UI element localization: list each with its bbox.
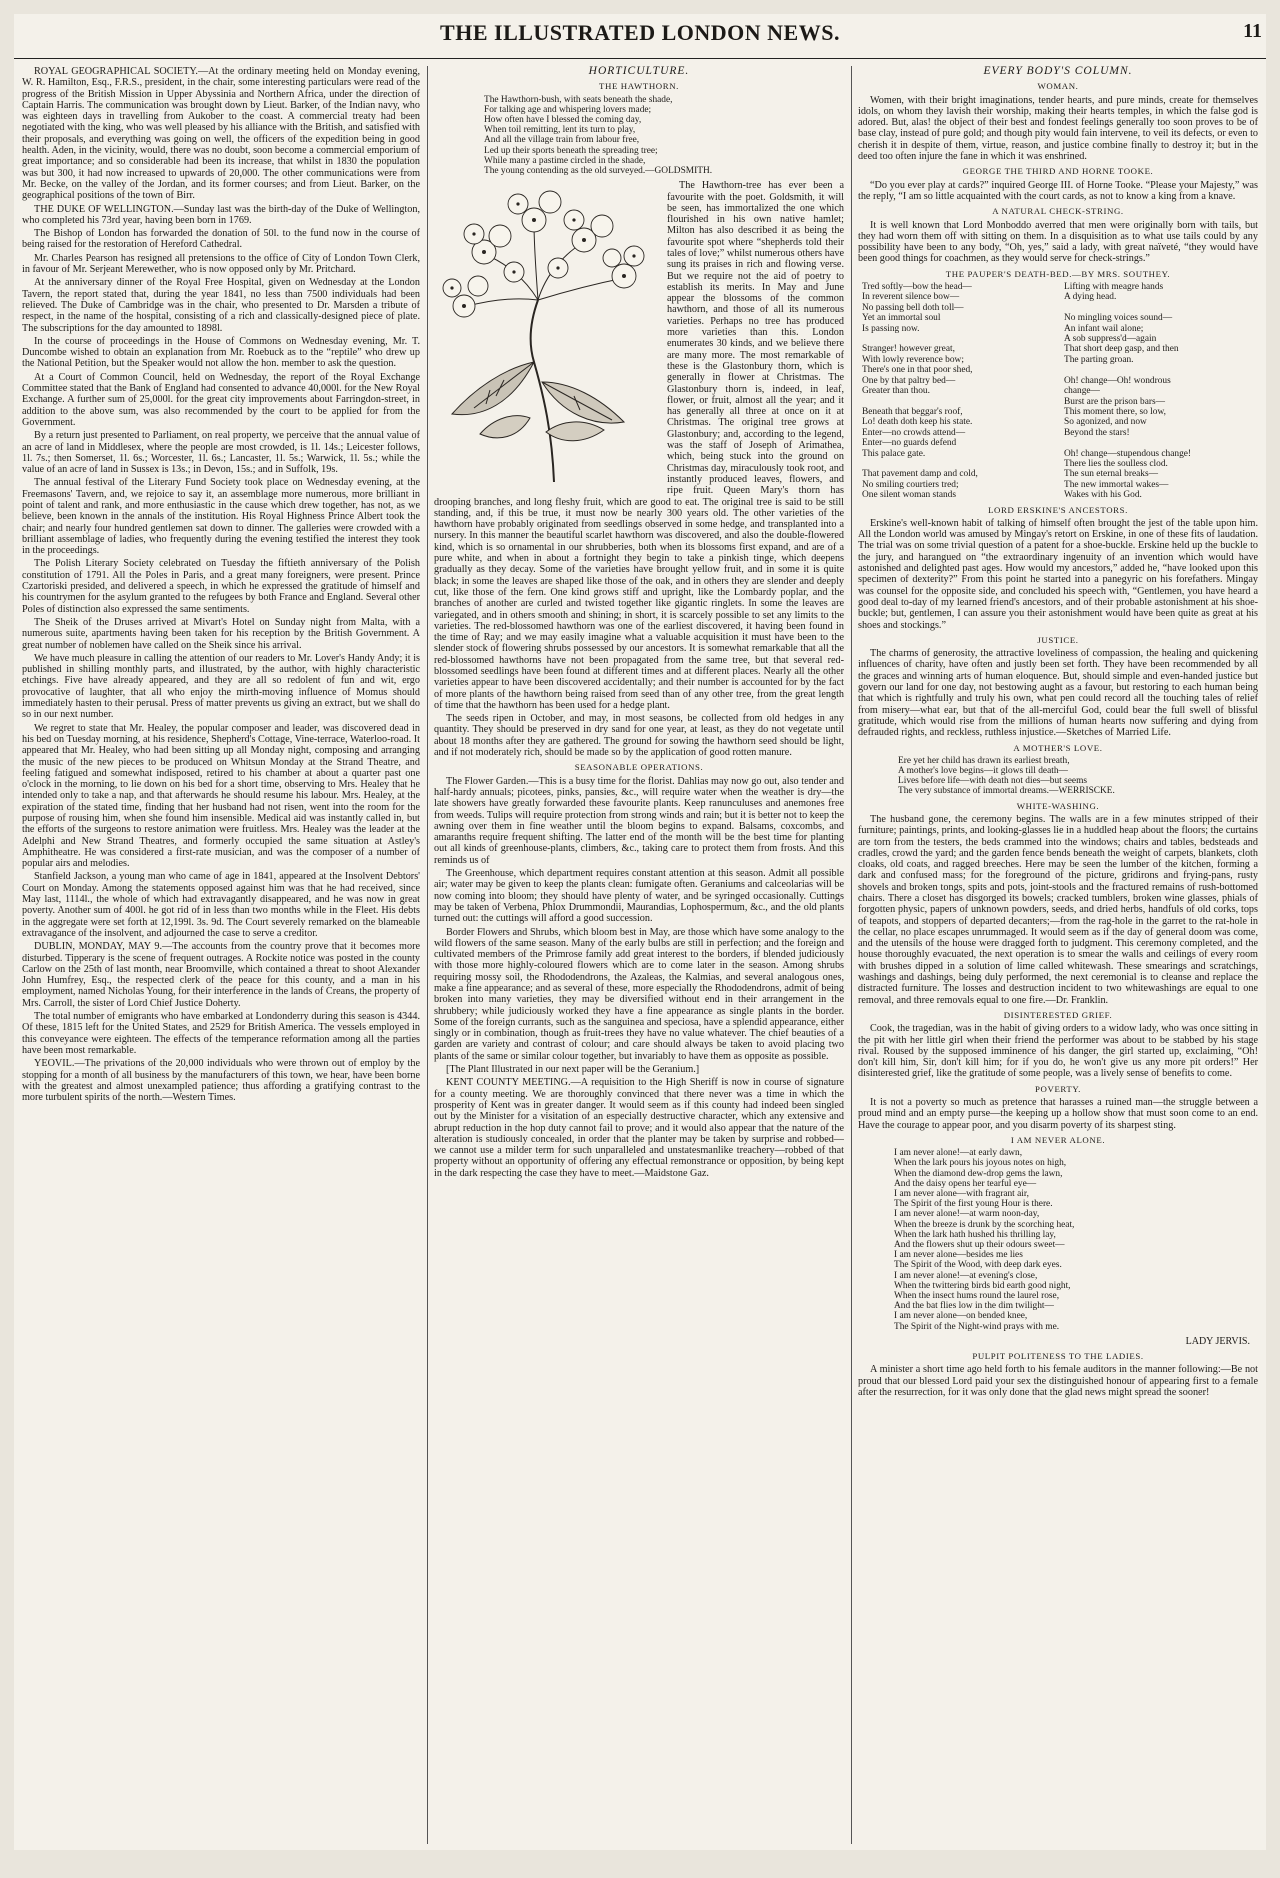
verse-line: I am never alone—with fragrant air, xyxy=(894,1189,1029,1200)
verse-line: The Spirit of the Night-wind prays with me. xyxy=(894,1321,1060,1332)
verse-line: Enter—no guards defend xyxy=(862,438,957,449)
article-paragraph: The Greenhouse, which department requires constant attention at this season. Admit all possible air; water may be given to keep the plants clean: fumigate often. Geraniums and calceolarias will be now coming into bloom; they should have plenty of water, and be syringed occasionally. Cuttings may be taken of Verbena, Phlox Drummondii, Maurandias, Lophospermum, &c., and the old plants turned out: the cuttings will afford a good succession. xyxy=(434,868,844,925)
article-text: Women, with their bright imaginations, tender hearts, and pure minds, create for themselves idols, on whom they lavish their worship, making their hearts temples, in which the false god is adored. But, alas! the object of their best and fondest feelings generally too soon proves to be of base clay, instead of pure gold; and though pity would fain intervene, to veil its defects, or even to cherish it in despite of them, virtue, reason, and justice combine finally to destroy it; but in the deed too often injure the fane in which it was enshrined. xyxy=(858,94,1258,163)
verse-line: I am never alone—besides me lies xyxy=(894,1250,1023,1261)
verse-line: A mother's love begins—it glows till death— xyxy=(898,766,1068,777)
verse-line xyxy=(862,459,1056,469)
article-heading: JUSTICE. xyxy=(1037,634,1079,645)
verse-line: The Spirit of the Wood, with deep dark eyes. xyxy=(894,1260,1062,1271)
verse-line: change— xyxy=(1064,386,1100,397)
verse-line: Enter—no crowds attend— xyxy=(862,427,966,438)
verse-line: When the lark hath hushed his thrilling lay, xyxy=(894,1229,1056,1240)
verse-line: This palace gate. xyxy=(862,448,926,459)
article-paragraph: Border Flowers and Shrubs, which bloom best in May, are those which have some analogy to the wild flowers of the same season. Many of the early bulbs are still in perfection; and the foreign and cultivated members of the Primrose family add great interest to the borders, if blended judiciously with those more highly-coloured flowers which are to come later in the season. Among shrubs requiring mossy soil, the Rhododendrons, the Azaleas, the Kalmias, and several analogous ones, make a fine appearance; and as several of these, more especially the Rhododendrons, admit of being broken into many varieties, they may be diversified without end in their arrangement in the shrubbery; while judiciously worked they have a fine appearance as single plants in the border. Some of the foreign currants, such as the sanguinea and speciosa, have a splendid appearance, either singly or in combination, though as fruit-trees they have no value whatever. The chief beauties of a garden are variety and contrast of colour; and care should always be taken to avoid placing two plants of the same or similar colour together, but invariably to have them as opposite as possible. xyxy=(434,926,844,1062)
verse-line: Oh! change—stupendous change! xyxy=(1064,448,1192,459)
verse-line: The new immortal wakes— xyxy=(1064,479,1169,490)
pauper-poem xyxy=(862,282,1258,501)
article-paragraph: The Sheik of the Druses arrived at Mivart's Hotel on Sunday night from Malta, with a numerous suite, apartments having been taken for his reception by the British Government. A great number of noblemen have called on the Sheik since his arrival. xyxy=(22,616,420,651)
article-heading: THE HAWTHORN. xyxy=(599,81,679,92)
verse-line: This moment there, so low, xyxy=(1064,406,1166,417)
verse-line: And the bat flies low in the dim twilight— xyxy=(894,1301,1054,1312)
article-paragraph: The seeds ripen in October, and may, in most seasons, be collected from old hedges in any quantity. They should be preserved in dry sand for one year, at least, as they do not vegetate until about 18 months after they are gathered. The ground for sowing the hawthorn seed should be light, and if not moderately rich, should be made so by the application of good rotten manure. xyxy=(434,713,844,759)
section-title: HORTICULTURE. xyxy=(588,66,690,77)
verse-line: The sun eternal breaks— xyxy=(1064,469,1158,480)
seasonal-operations xyxy=(434,776,844,1179)
verse-line: When the breeze is drunk by the scorching heat, xyxy=(894,1219,1075,1230)
article-heading: I AM NEVER ALONE. xyxy=(1010,1134,1106,1145)
verse-line: I am never alone!—at early dawn, xyxy=(894,1148,1023,1159)
article-heading: POVERTY. xyxy=(1035,1083,1081,1094)
verse-line: I am never alone!—at evening's close, xyxy=(894,1270,1038,1281)
article-text: The charms of generosity, the attractive loveliness of compassion, the healing and quickening influences of charity, have often and justly been set forth. They have been recommended by all the graces and winning arts of human eloquence. But, should simple and even-handed justice but govern our land for one day, not bestowing aught as a favour, but restoring to each human being that which is rightfully and truly his own, what pen could record all the touching tales of relief from misery—what ear, but that of the all-merciful God, could bear the full swell of blissful gratitude, which would rise from the millions of human hearts now suffering and dying from defrauded rights, and reckless, ruthless injustice.—Sketches of Married Life. xyxy=(858,648,1258,739)
verse-line xyxy=(1064,365,1258,375)
newspaper-title: THE ILLUSTRATED LONDON NEWS. xyxy=(440,20,840,45)
article-heading: SEASONABLE OPERATIONS. xyxy=(574,762,704,773)
hawthorn-illustration xyxy=(434,182,659,482)
poem-column xyxy=(1064,282,1258,501)
verse-line: A dying head. xyxy=(1064,292,1117,303)
article-heading: DISINTERESTED GRIEF. xyxy=(1003,1009,1113,1020)
verse-line: One by that paltry bed— xyxy=(862,375,956,386)
verse-line: Lifting with meagre hands xyxy=(1064,282,1164,293)
verse-line xyxy=(1064,438,1258,448)
mother-poem xyxy=(898,756,1258,797)
article-text: It is not a poverty so much as pretence that harasses a ruined man—the struggle between a proud mind and an empty purse—the keeping up a hollow show that must soon come to an end. Have the courage to appear poor, and you disarm poverty of its sharpest sting. xyxy=(858,1097,1258,1131)
newspaper-page xyxy=(14,14,1266,1850)
article-paragraph: YEOVIL.—The privations of the 20,000 individuals who were thrown out of employ by the stopping for a month of all business by the manufacturers of this town, we hear, have been borne with the greatest and almost unexampled patience; thus affording a gratifying contrast to the more turbulent spirits of the north.—Western Times. xyxy=(22,1058,420,1104)
verse-line: No mingling voices sound— xyxy=(1064,313,1173,324)
article-paragraph: Mr. Charles Pearson has resigned all pretensions to the office of City of London Town Clerk, in favour of Mr. Serjeant Merewether, who is now opposed only by Mr. Pritchard. xyxy=(22,252,420,276)
verse-line: Tred softly—bow the head— xyxy=(862,282,972,293)
never-alone-poem xyxy=(894,1148,1258,1332)
article-paragraph: At the anniversary dinner of the Royal Free Hospital, given on Wednesday at the London Tavern, the report stated that, during the year 1841, no less than 7500 individuals had been relieved. The Duke of Cambridge was in the chair, who presented to Dr. Marsden a tribute of respect, in the name of the hospital, consisting of a rich and classically-designed piece of plate. The subscriptions for the day amounted to 1898l. xyxy=(22,277,420,334)
verse-line: The young contending as the old surveyed.—GOLDSMITH. xyxy=(484,166,713,177)
article-paragraph: KENT COUNTY MEETING.—A requisition to the High Sheriff is now in course of signature for a county meeting. We are thoroughly convinced that there never was a time in which the prosperity of Kent was in greater danger. It would seem as if this county had indeed been singled out by the Minister for a visitation of an especially destructive character, which any extensive and abrupt reduction in the hop duty cannot fail to prove; and it would also appear that the nature of the alteration is studiously concealed, in order that the planter may be taken by surprise and robbed—we cannot use a milder term for such unparalleled and unstatesmanlike treachery—robbed of that property without an opportunity of offering any effectual remonstrance or opposition, by being kept in the dark respecting the case they have to meet.—Maidstone Gaz. xyxy=(434,1077,844,1179)
verse-line xyxy=(862,397,1056,407)
verse-line: So agonized, and now xyxy=(1064,417,1147,428)
article-paragraph: Stanfield Jackson, a young man who came of age in 1841, appeared at the Insolvent Debtors' Court on Monday. Among the statements opposed against him was that he had received, since May last, 1114l., the whole of which had extravagantly disappeared, and he was now in great poverty. Another sum of 400l. he got rid of in less than two months while in the Fleet. His debts in the aggregate were set forth at 12,199l. 3s. 9d. The Court severely remarked on the blameable extravagance of the insolvent, and adjourned the case to serve a creditor. xyxy=(22,871,420,939)
verse-line: The very substance of immortal dreams.—WERRISCKE. xyxy=(898,786,1115,797)
verse-line: I am never alone—on bended knee, xyxy=(894,1311,1028,1322)
article-heading: A NATURAL CHECK-STRING. xyxy=(992,206,1124,217)
article-paragraph: THE DUKE OF WELLINGTON.—Sunday last was the birth-day of the Duke of Wellington, who completed his 73rd year, having been born in 1769. xyxy=(22,203,420,226)
verse-line: Lo! death doth keep his state. xyxy=(862,417,973,428)
verse-line: When the insect hums round the laurel rose, xyxy=(894,1291,1060,1302)
verse-line: Greater than thou. xyxy=(862,386,930,397)
article-paragraph: The Flower Garden.—This is a busy time for the florist. Dahlias may now go out, also tender and half-hardy annuals; picotees, pinks, pansies, &c., will require water when the weather is dry—the late showers have greatly forwarded these favourite plants. Keep ranunculuses and anemones free from weeds. Tulips will require protection from strong winds and rain; but it is better not to keep the awning over them in fine weather until the bloom begins to expand. Balsams, coxcombs, and amaranths require frequent shifting. The latter end of the month will be the best time for planting out all kinds of greenhouse-plants, climbers, &c., taking care to protect them from frosts. And this reminds us of xyxy=(434,775,844,866)
article-paragraph: We have much pleasure in calling the attention of our readers to Mr. Lover's Handy Andy; it is published in shilling monthly parts, and illustrated, by the author, with highly characteristic etchings. Five have already appeared, and they are all so redolent of fun and wit, ergo provocative of laughter, that all who enjoy the mirth-moving influence of Momus should immediately hasten to their perusal. Press of matter prevents us giving an extract, but we shall do so in our next number. xyxy=(22,652,420,721)
verse-line: Oh! change—Oh! wondrous xyxy=(1064,375,1171,386)
article-heading: PULPIT POLITENESS TO THE LADIES. xyxy=(972,1351,1144,1362)
verse-line: Is passing now. xyxy=(862,323,920,334)
article-paragraph: By a return just presented to Parliament, on real property, we perceive that the annual value of an acre of land in Middlesex, where the people are most crowded, is 1l. 14s.; Leicester follows, 1l. 7s.; then Somerset, 1l. 6s.; Worcester, 1l. 6s.; Lancaster, 1l. 5s.; Warwick, 1l. 5s.; while the value of an acre of land in Sussex is 13s.; in Devon, 15s.; and in Suffolk, 19s. xyxy=(22,430,420,476)
verse-line: There's one in that poor shed, xyxy=(862,365,973,376)
verse-line: And the daisy opens her tearful eye— xyxy=(894,1178,1037,1189)
article-paragraph: The Polish Literary Society celebrated on Tuesday the fiftieth anniversary of the Polish constitution of 1791. All the Poles in Paris, and a great many foreigners, were present. Prince Czartoriski presided, and delivered a speech, in which he expressed the gratitude of himself and his countrymen for the asylum granted to the refugees by both France and England. Several other Poles of distinction also expressed the same sentiments. xyxy=(22,558,420,615)
article-heading: A MOTHER'S LOVE. xyxy=(1013,742,1103,753)
verse-line: One silent woman stands xyxy=(862,490,956,501)
article-text: A minister a short time ago held forth to his female auditors in the manner following:—Be not proud that our blessed Lord paid your sex the distinguished honour of appearing first to a female after the resurrection, for it was only done that the glad news might spread the sooner! xyxy=(858,1364,1258,1399)
verse-line: Led up their sports beneath the spreading tree; xyxy=(484,145,658,156)
article-text: The husband gone, the ceremony begins. The walls are in a few minutes stripped of their furniture; paintings, prints, and looking-glasses lie in a huddled heap about the floors; the curtains are torn from the testers, the beds crammed into the windows; chairs and tables, bedsteads and cradles, crowd the yard; and the garden fence bends beneath the weight of carpets, blankets, cloth cloaks, old coats, and ragged breeches. Here may be seen the lumber of the kitchen, forming a dark and confused mass; for the foreground of the picture, gridirons and frying-pans, rusty shovels and broken tongs, spits and pots, joint-stools and the fractured remains of rush-bottomed chairs. There a closet has disgorged its bowels; cracked tumblers, broken wine glasses, phials of forgotten physic, papers of unknown powders, seeds, and dried herbs, handfuls of old corks, tops of teapots, and stoppers of departed decanters;—from the rag-hole in the garret to the rat-hole in the cellar, no place escapes unrummaged. It would seem as if the day of general doom was come, and the utensils of the house were dragged forth to judgment. This ceremony completed, and the house thoroughly evacuated, the next operation is to smear the walls and ceilings of every room with brushes dipped in a solution of lime called whitewash. These smearings and scratchings, washings and dashings, being duly performed, the next ceremonial is to cleanse and replace the distracted furniture. The losses and destruction incident to two whitewashings are equal to one removal, and three removals equal to one fire.—Dr. Franklin. xyxy=(858,813,1258,1006)
article-paragraph: The annual festival of the Literary Fund Society took place on Wednesday evening, at the Freemasons' Tavern, and, we rejoice to say it, an assemblage more numerous, more brilliant in point of talent and rank, and more enthusiastic in the cause which drew together, has not, as we believe, been known in the annals of the institution. His Royal Highness Prince Albert took the chair; and nearly four hundred gentlemen sat down to dinner. The galleries were crowded with a brilliant assemblage of ladies, who frequently during the evening testified the interest they took in the proceedings. xyxy=(22,477,420,557)
everybody-column xyxy=(858,66,1258,1850)
columns xyxy=(14,66,1266,1850)
verse-line: No smiling courtiers tred; xyxy=(862,479,959,490)
article-heading: THE PAUPER'S DEATH-BED.—BY MRS. SOUTHEY. xyxy=(945,268,1171,279)
article-paragraph: In the course of proceedings in the House of Commons on Wednesday evening, Mr. T. Duncombe wished to obtain an explanation from Mr. Roebuck as to the “reptile” who drew up the National Petition, but the Speaker would not allow the hon. member to ask the question. xyxy=(22,335,420,370)
verse-line xyxy=(1064,303,1258,313)
verse-line: Yet an immortal soul xyxy=(862,313,941,324)
verse-line: The Hawthorn-bush, with seats beneath the shade, xyxy=(484,94,673,105)
verse-line: A sob suppress'd—again xyxy=(1064,334,1157,345)
section-title: EVERY BODY'S COLUMN. xyxy=(983,66,1133,77)
article-heading: LORD ERSKINE'S ANCESTORS. xyxy=(988,504,1128,515)
verse-line: The Spirit of the first young Hour is there. xyxy=(894,1199,1053,1210)
verse-line: Burst are the prison bars— xyxy=(1064,396,1166,407)
article-paragraph: [The Plant Illustrated in our next paper will be the Geranium.] xyxy=(446,1064,700,1076)
verse-line: When toil remitting, lent its turn to play, xyxy=(484,125,636,136)
verse-line: Beyond the stars! xyxy=(1064,427,1130,438)
verse-line: Wakes with his God. xyxy=(1064,490,1142,501)
poem-column xyxy=(862,282,1056,501)
verse-line: When the diamond dew-drop gems the lawn, xyxy=(894,1168,1063,1179)
masthead xyxy=(14,14,1266,59)
article-paragraph: The Bishop of London has forwarded the donation of 50l. to the fund now in the course of being raised for the restoration of Hereford Cathedral. xyxy=(22,228,420,251)
news-column xyxy=(22,66,420,1850)
verse-line: There lies the soulless clod. xyxy=(1064,458,1168,469)
verse-line: Lives before life—with death not dies—but seems xyxy=(898,776,1088,787)
page-number: 11 xyxy=(1243,20,1262,42)
verse-line: Stranger! however great, xyxy=(862,344,955,355)
verse-line: And the flowers shut up their odours sweet— xyxy=(894,1240,1065,1251)
verse-line: Ere yet her child has drawn its earliest breath, xyxy=(898,755,1070,766)
verse-line: Beneath that beggar's roof, xyxy=(862,406,963,417)
verse-line: The parting groan. xyxy=(1064,354,1134,365)
verse-line: For talking age and whispering lovers made; xyxy=(484,104,652,115)
article-text: Cook, the tragedian, was in the habit of giving orders to a widow lady, who was once sitting in the pit with her little girl when their friend the performer was about to be stabbed by his stage rival. Roused by the supposed imminence of his danger, the girl started up, exclaiming, “Oh! don't kill him, Sir, don't kill him; for if you do, he won't give us any more pit orders!” Her disinterested grief, like the gratitude of some people, was a lively sense of benefits to come. xyxy=(858,1023,1258,1080)
article-paragraph: The Hawthorn-tree has ever been a favourite with the poet. Goldsmith, it will be seen, has immortalized the one which flourished in his own native hamlet; Milton has also described it as being the favourite spot where “shepherds told their tales of love;” whilst numerous others have sung its praises in rich and flowing verse. But we require not the aid of poetry to establish its merits. In May and June appear the blossoms of the common hawthorn, and those of all its numerous varieties. Perhaps no tree has produced more varieties than this. London enumerates 30 kinds, and we believe there are many more. The most remarkable of these is the Glastonbury thorn, which is generally in flower at Christmas. The Glastonbury thorn is, indeed, in leaf, flower, or fruit, almost all the year; and it has generally all three at once on it at Christmas. The original tree grows at Glastonbury; and, according to the legend, was the staff of Joseph of Arimathea, which, being stuck into the ground on Christmas day, miraculously took root, and instantly produced leaves, flowers, and ripe fruit. Queen Mary's thorn has drooping branches, and long fleshy fruit, which are good to eat. The original tree is said to be still standing, and, if this be true, it must now be nearly 300 years old. The other varieties of the hawthorn have probably originated from seedlings observed in some hedge, and transplanted into a nursery. In this manner the beautiful scarlet hawthorn was discovered, and also the double-flowered kind, which is so ornamental in our shrubberies, both when its blossoms first expand, and are of a pure white, and when in about a fortnight they begin to take a pinkish tinge, which deepens gradually as they decay. Some of the varieties have brought yellow fruit, and in some it is quite black; in some the leaves are shaped like those of the oak, and in others they are slender and deeply cut, like those of the fern. One kind grows stiff and upright, like the Lombardy poplar, and the branches of another are curled and twisted together like gigantic ringlets. In some the leaves are variegated, and in others smooth and shining; in short, it is scarcely possible to set any limits to the varieties. The red-blossomed hawthorn was one of the earliest discovered, it having been found in the time of Ray; and we may easily imagine what a valuable acquisition it must have been to the slender stock of flowering shrubs possessed by our ancestors. It is somewhat remarkable that all the red-blossomed hawthorns have not been propagated from the same tree, but that several red-blossomed seedlings have been found at different times and at different places. Nearly all the other varieties appear to have been discovered accidentally; and their number is accounted for by the fact of more plants of the hawthorn being raised from seed than of any other tree, from the great length of time that the hawthorn has been used for a hedge plant. xyxy=(434,180,844,711)
verse-line: With lowly reverence bow; xyxy=(862,354,964,365)
horticulture-column xyxy=(434,66,844,1850)
article-heading: WHITE-WASHING. xyxy=(1016,800,1100,811)
verse-line: In reverent silence bow— xyxy=(862,292,960,303)
verse-line: No passing bell doth toll— xyxy=(862,302,964,313)
article-paragraph: DUBLIN, MONDAY, MAY 9.—The accounts from the country prove that it becomes more disturbed. Tipperary is the scene of frequent outrages. A Rockite notice was posted in the county Carlow on the 25th of last month, near Broomville, which contained a threat to shoot Alexander John Humfrey, Esq., the respected clerk of the peace for this county, and a man in his employment, named Nicholas Young, for their interference in the lands of Creans, the property of Mrs. Carroll, the sister of Lord Chief Justice Doherty. xyxy=(22,941,420,1009)
article-text: “Do you ever play at cards?” inquired George III. of Horne Tooke. “Please your Majesty,” was the reply, “I am so little acquainted with the court cards, as not to know a king from a knave. xyxy=(858,179,1258,202)
verse-line: I am never alone!—at warm noon-day, xyxy=(894,1209,1040,1220)
article-heading: WOMAN. xyxy=(1037,81,1079,92)
article-text: Erskine's well-known habit of talking of himself often brought the jest of the table upon him. All the London world was amused by Mingay's retort on Erskine, in one of these fits of laudation. The trial was on some trivial question of a patent for a shoe-buckle. Erskine held up the buckle to the jury, and harangued on “the extraordinary ingenuity of an invention which would have astonished and delighted past ages. How would my ancestors,” added he, “have looked upon this specimen of dexterity?” From this point he started into a panegyric on his forefathers. Mingay was counsel for the opposite side, and concluded his speech with, “Gentlemen, you have heard a good deal to-day of my learned friend's ancestors, and of their probable astonishment at his shoe-buckle; but, gentlemen, I can assure you their astonishment would have been quite as great at his shoes and stockings.” xyxy=(858,517,1258,631)
goldsmith-poem xyxy=(484,95,844,177)
article-paragraph: We regret to state that Mr. Healey, the popular composer and leader, was discovered dead in his bed on Tuesday morning, at his residence, Shepherd's Cottage, Vine-terrace, Waterloo-road. It appeared that Mr. Healey, who had been sitting up all Monday night, composing and arranging the music of the new pieces to be produced on Whitsun Monday at the Strand Theatre, and feeling fatigued and somewhat indisposed, retired to his chamber at about a quarter past one o'clock in the morning, to lie down on his bed for a short time, observing to Mrs. Healey that he intended only to take a nap, and that afterwards he should resume his labour. Mrs. Healey, at the expiration of the stated time, finding that her husband had not risen, went into the room for the purpose of rousing him, when she found him insensible. Medical aid was instantly called in, but the efforts of the surgeons to restore animation were fruitless. Mrs. Healey was the leader at the Adelphi and New Strand Theatres, and formerly occupied the same situation at Astley's Amphitheatre. He was considered a first-rate musician, and was the composer of a number of popular airs and melodies. xyxy=(22,722,420,870)
article-paragraph: At a Court of Common Council, held on Wednesday, the report of the Royal Exchange Committee stated that the Bank of England had consented to advance 40,000l. for the New Royal Exchange. A further sum of 25,000l. for the great city improvements about Farringdon-street, in addition to the above sum, was also recommended by the court to be applied for from the Government. xyxy=(22,371,420,428)
article-heading: GEORGE THE THIRD AND HORNE TOOKE. xyxy=(962,166,1154,177)
verse-line: That pavement damp and cold, xyxy=(862,469,978,480)
verse-line: And all the village train from labour free, xyxy=(484,135,640,146)
poem-signature: LADY JERVIS. xyxy=(1185,1335,1250,1347)
article-paragraph: The total number of emigrants who have embarked at Londonderry during this season is 4344. Of these, 1815 left for the United States, and 2529 for British America. The vessels employed in this conveyance were eighteen. The effects of the temperance reformation among all the parties have been most remarkable. xyxy=(22,1011,420,1056)
verse-line: An infant wail alone; xyxy=(1064,323,1144,334)
verse-line xyxy=(862,334,1056,344)
article-paragraph: ROYAL GEOGRAPHICAL SOCIETY.—At the ordinary meeting held on Monday evening, W. R. Hamilton, Esq., F.R.S., president, in the chair, some interesting particulars were read of the progress of the British Mission in Upper Abyssinia and Northern Africa, under the direction of Captain Harris. The communication was brought down by Lieut. Barker, of the Indian navy, who was eighteen days in travelling from Aukober to the coast. A commercial treaty had been negotiated with the king, who was well pleased by his alliance with the British, and satisfied with their proposals, and everything was going on well, the officers of the expedition being in good health. Aden, in the vicinity, would, there was no doubt, soon become a commercial emporium of great importance; and so considerable had been its increase, that whilst in 1830 the population was but 300, it had now increased to upwards of 20,000. The other communications were from Mr. Becke, on the valley of the Jordan, and its former courses; and from Lieut. Barker, on the geographical positions of the town of Birr. xyxy=(22,66,420,202)
verse-line: While many a pastime circled in the shade, xyxy=(484,155,646,166)
verse-line: How often have I blessed the coming day, xyxy=(484,115,642,125)
article-text: It is well known that Lord Monboddo averred that men were originally born with tails, but they had worn them off with sitting on them. In a disquisition as to what use tails could by any possibility have been to any body, “Oh, yes,” said a lady, with great naïveté, “they would have been good things for coachmen, as they would serve for check-strings.” xyxy=(858,219,1258,265)
verse-line: When the twittering birds bid earth good night, xyxy=(894,1280,1071,1291)
verse-line: When the lark pours his joyous notes on high, xyxy=(894,1158,1067,1169)
verse-line: That short deep gasp, and then xyxy=(1064,344,1179,355)
